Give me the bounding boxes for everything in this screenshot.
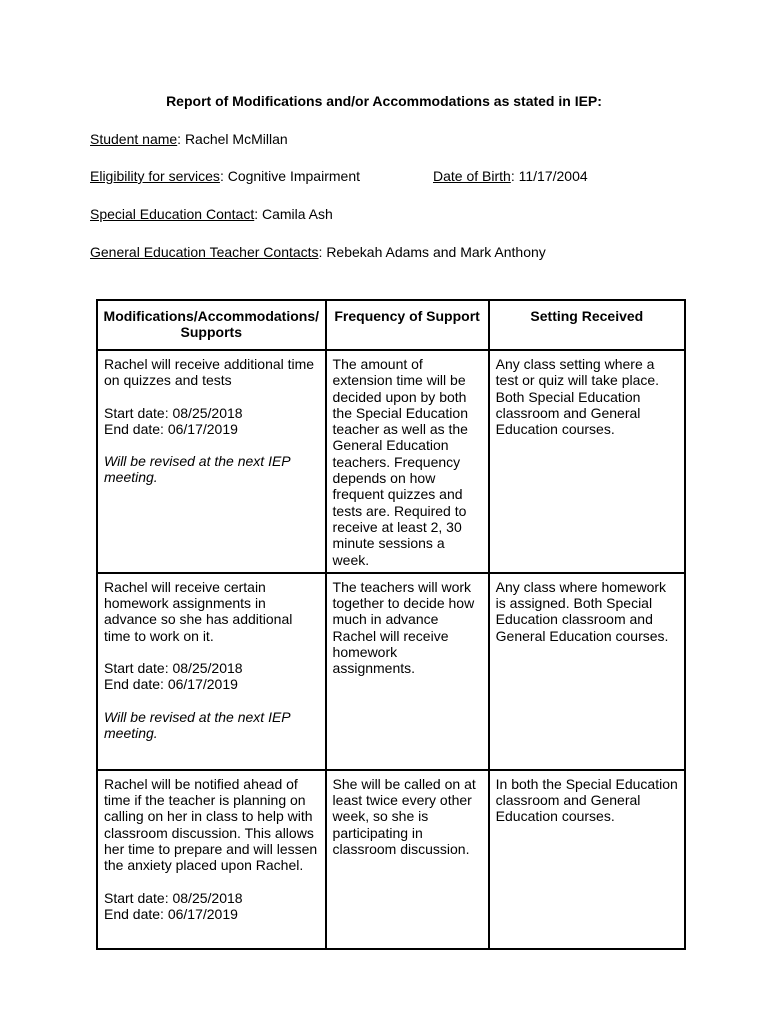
frequency-cell: The amount of extension time will be decided upon by both the Special Education teacher as well as the General Education teachers. Frequency depends on how frequent quizzes and tests are. Required to receive at least 2, 30 minute sessions a week. [326,350,489,573]
support-cell [97,770,326,949]
start-date: Start date: 08/25/2018 [104,889,243,906]
eligibility-label: Eligibility for services [90,168,220,184]
support-text: Rachel will receive additional time on quizzes and tests [104,356,315,389]
student-name-line [90,131,288,147]
eligibility-line [90,168,360,184]
table-row [97,770,685,949]
student-name-label: Student name [90,131,178,147]
support-cell [97,573,326,770]
table-row [97,350,685,573]
special-education-contact-line [90,206,333,222]
table-row [97,573,685,770]
frequency-cell: She will be called on at least twice every other week, so she is participating in classroom discussion. [326,770,489,949]
setting-cell: In both the Special Education classroom and General Education courses. [489,770,685,949]
start-date: Start date: 08/25/2018 [104,660,243,677]
special-education-contact-value: : Camila Ash [254,206,333,222]
general-education-contacts-line [90,244,546,260]
special-education-contact-label: Special Education Contact [90,206,255,222]
support-text: Rachel will receive certain homework assignments in advance so she has additional time to work on it. [104,578,293,644]
end-date: End date: 06/17/2019 [104,905,238,922]
support-dates [104,890,320,923]
general-education-contacts-label: General Education Teacher Contacts [90,244,319,260]
support-dates [104,405,320,438]
setting-cell: Any class where homework is assigned. Both Special Education classroom and General Education courses. [489,573,685,770]
start-date: Start date: 08/25/2018 [104,404,243,421]
frequency-cell: The teachers will work together to decide how much in advance Rachel will receive homework assignments. [326,573,489,770]
date-of-birth-label: Date of Birth [433,168,511,184]
setting-cell: Any class setting where a test or quiz will take place. Both Special Education classroom and General Education courses. [489,350,685,573]
revision-note: Will be revised at the next IEP meeting. [104,708,291,741]
table-header-row [97,300,685,350]
end-date: End date: 06/17/2019 [104,676,238,693]
page-title: Report of Modifications and/or Accommodations as stated in IEP: [166,93,602,109]
date-of-birth-value: : 11/17/2004 [510,168,588,184]
accommodations-table [96,299,686,950]
support-cell [97,350,326,573]
support-text: Rachel will be notified ahead of time if the teacher is planning on calling on her in class to help with classroom discussion. This allows her time to prepare and will lessen the anxiety placed upon Rachel. [104,775,318,874]
eligibility-value: : Cognitive Impairment [219,168,360,184]
revision-note: Will be revised at the next IEP meeting. [104,453,291,486]
date-of-birth-line [433,168,588,184]
header-setting: Setting Received [489,300,685,350]
general-education-contacts-value: : Rebekah Adams and Mark Anthony [318,244,546,260]
header-supports: Modifications/Accommodations/ Supports [97,300,326,350]
header-frequency: Frequency of Support [326,300,489,350]
student-name-value: : Rachel McMillan [177,131,288,147]
end-date: End date: 06/17/2019 [104,420,238,437]
support-dates [104,660,320,693]
